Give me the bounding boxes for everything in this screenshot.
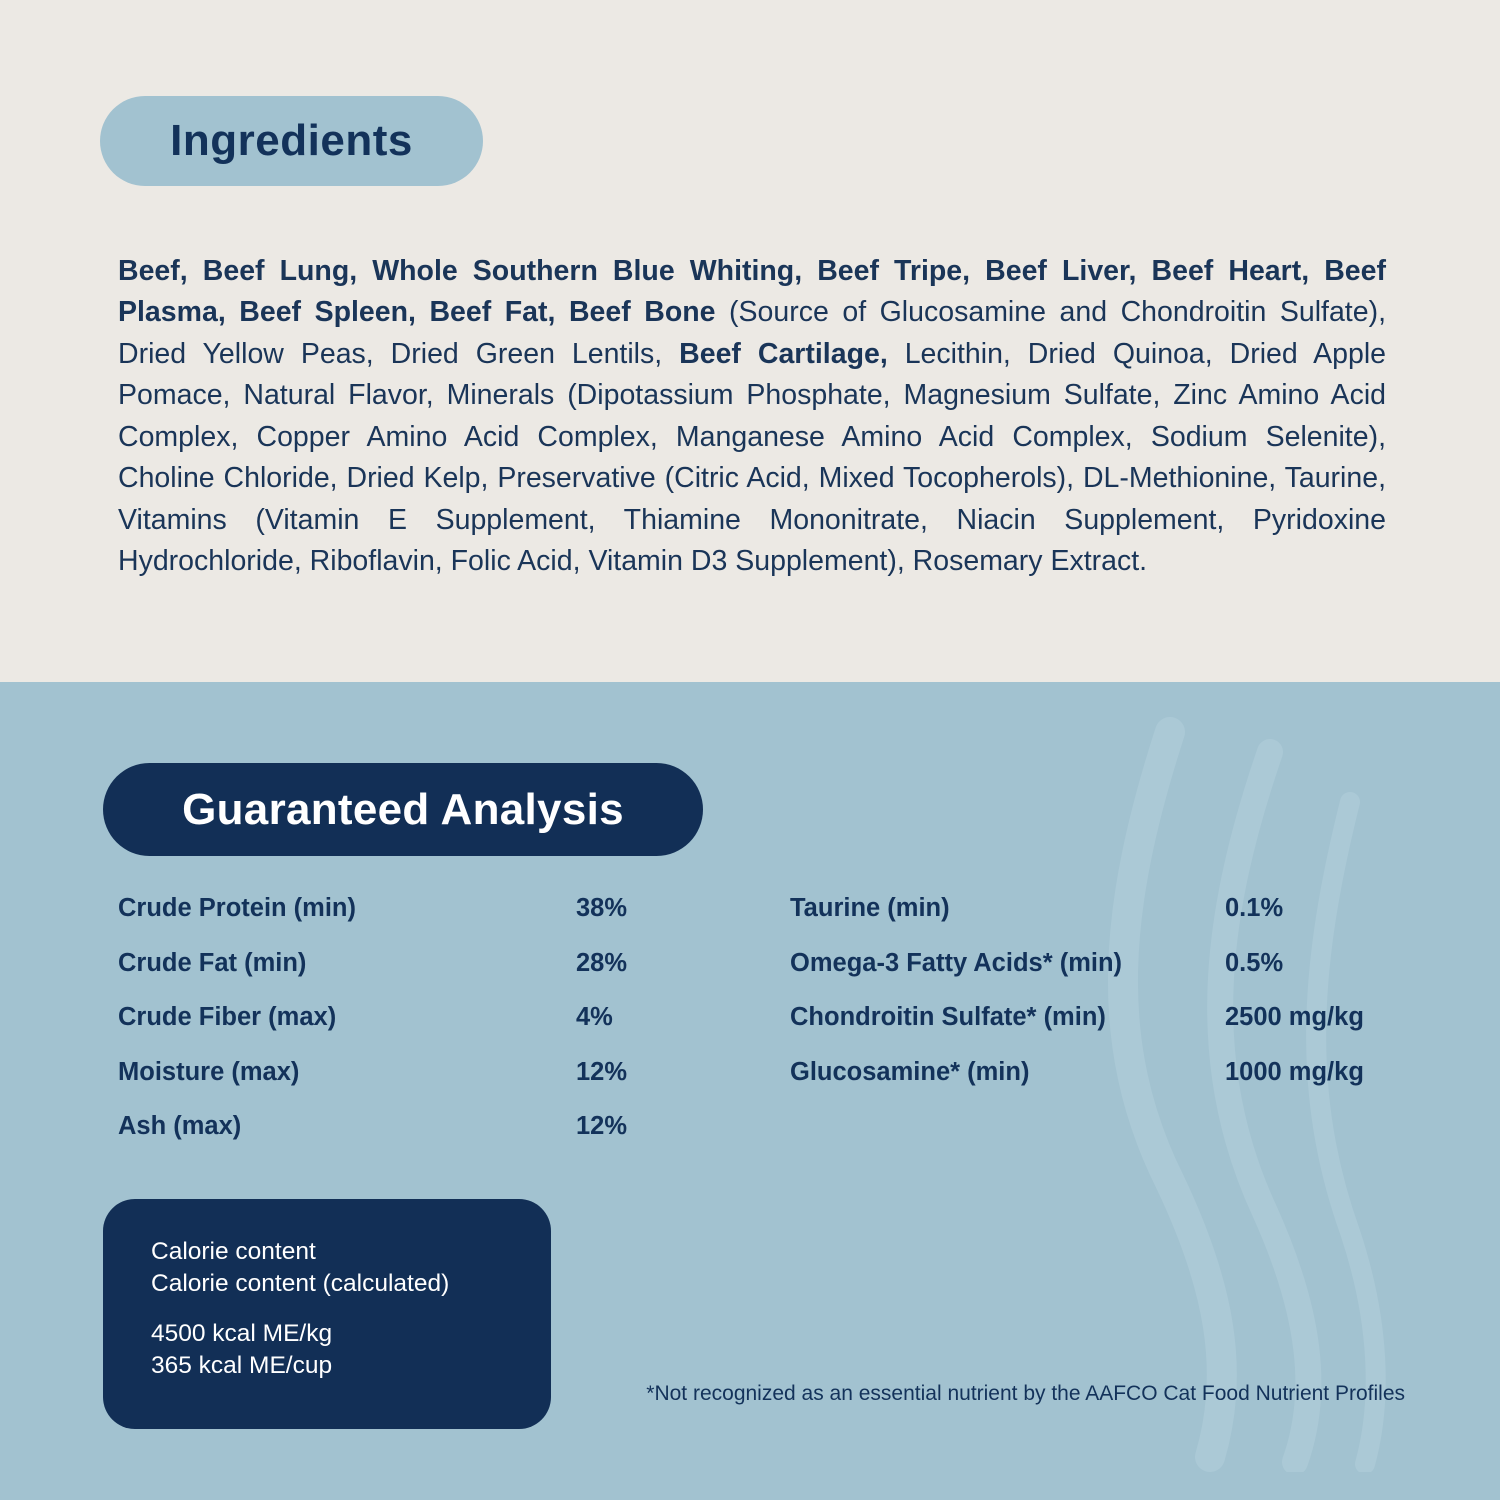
nutrient-value: 12% (576, 1057, 628, 1086)
nutrient-value: 0.1% (1225, 894, 1284, 922)
ingredients-text (118, 251, 1386, 583)
guaranteed-analysis-row (118, 1058, 718, 1113)
guaranteed-analysis-left-column (118, 894, 718, 1167)
nutrient-name: Taurine (min) (790, 894, 950, 922)
nutrient-name: Crude Fiber (max) (118, 1003, 337, 1031)
aafco-footnote: *Not recognized as an essential nutrient by the AAFCO Cat Food Nutrient Profiles (646, 1382, 1405, 1405)
guaranteed-analysis-row (790, 894, 1410, 949)
nutrient-value: 1000 mg/kg (1225, 1057, 1364, 1086)
ingredients-heading-label: Ingredients (170, 116, 413, 165)
nutrient-name: Crude Fat (min) (118, 948, 307, 977)
nutrient-value: 12% (576, 1112, 628, 1140)
nutrient-value: 0.5% (1225, 948, 1284, 977)
ingredients-segment: Beef, Beef Lung, Whole Southern Blue Whiting, Beef Tripe, Beef Liver, Beef Heart, Beef Plasma, Beef Spleen, Beef Fat, Beef Bone (118, 254, 1386, 328)
ingredients-segment: Beef Cartilage, (679, 337, 888, 370)
nutrient-value: 4% (576, 1003, 613, 1031)
guaranteed-analysis-heading-label: Guaranteed Analysis (182, 784, 624, 834)
guaranteed-analysis-row (118, 1003, 718, 1058)
calorie-value-per-cup: 365 kcal ME/cup (151, 1352, 333, 1379)
ingredients-section (0, 0, 1500, 682)
calorie-content-box (103, 1199, 551, 1429)
guaranteed-analysis-heading-pill (103, 763, 703, 856)
calorie-box-spacer (151, 1300, 551, 1318)
nutrient-name: Omega-3 Fatty Acids* (min) (790, 948, 1123, 977)
nutrient-value: 2500 mg/kg (1225, 1003, 1364, 1031)
nutrient-name: Crude Protein (min) (118, 894, 357, 922)
calorie-content-label-2: Calorie content (calculated) (151, 1270, 450, 1297)
nutrient-name: Chondroitin Sulfate* (min) (790, 1003, 1106, 1031)
guaranteed-analysis-row (790, 949, 1410, 1004)
guaranteed-analysis-row (790, 1003, 1410, 1058)
ingredients-segment: (Source of Glucosamine and Chondroitin Sulfate), Dried Yellow Peas, Dried Green Lentils, (118, 296, 1386, 370)
calorie-content-label-1: Calorie content (151, 1238, 316, 1265)
guaranteed-analysis-row (118, 1112, 718, 1167)
guaranteed-analysis-section (0, 682, 1500, 1500)
nutrient-name: Moisture (max) (118, 1057, 300, 1086)
guaranteed-analysis-row (118, 949, 718, 1004)
guaranteed-analysis-row (790, 1058, 1410, 1113)
nutrient-value: 38% (576, 894, 628, 922)
guaranteed-analysis-right-column (790, 894, 1410, 1112)
ingredients-segment: Lecithin, Dried Quinoa, Dried Apple Pomace, Natural Flavor, Minerals (Dipotassium Phosphate, Magnesium Sulfate, Zinc Amino Acid Complex, Copper Amino Acid Complex, Manganese Amino Acid Complex, Sodium Selenite), Choline Chloride, Dried Kelp, Preservative (Citric Acid, Mixed Tocopherols), DL-Methionine, Taurine, Vitamins (Vitamin E Supplement, Thiamine Mononitrate, Niacin Supplement, Pyridoxine Hydrochloride, Riboflavin, Folic Acid, Vitamin D3 Supplement), Rosemary Extract. (118, 337, 1387, 577)
calorie-value-per-kg: 4500 kcal ME/kg (151, 1320, 333, 1347)
nutrient-name: Ash (max) (118, 1112, 242, 1140)
nutrient-value: 28% (576, 948, 628, 977)
ingredients-heading-pill (100, 96, 483, 186)
nutrient-name: Glucosamine* (min) (790, 1057, 1030, 1086)
guaranteed-analysis-row (118, 894, 718, 949)
